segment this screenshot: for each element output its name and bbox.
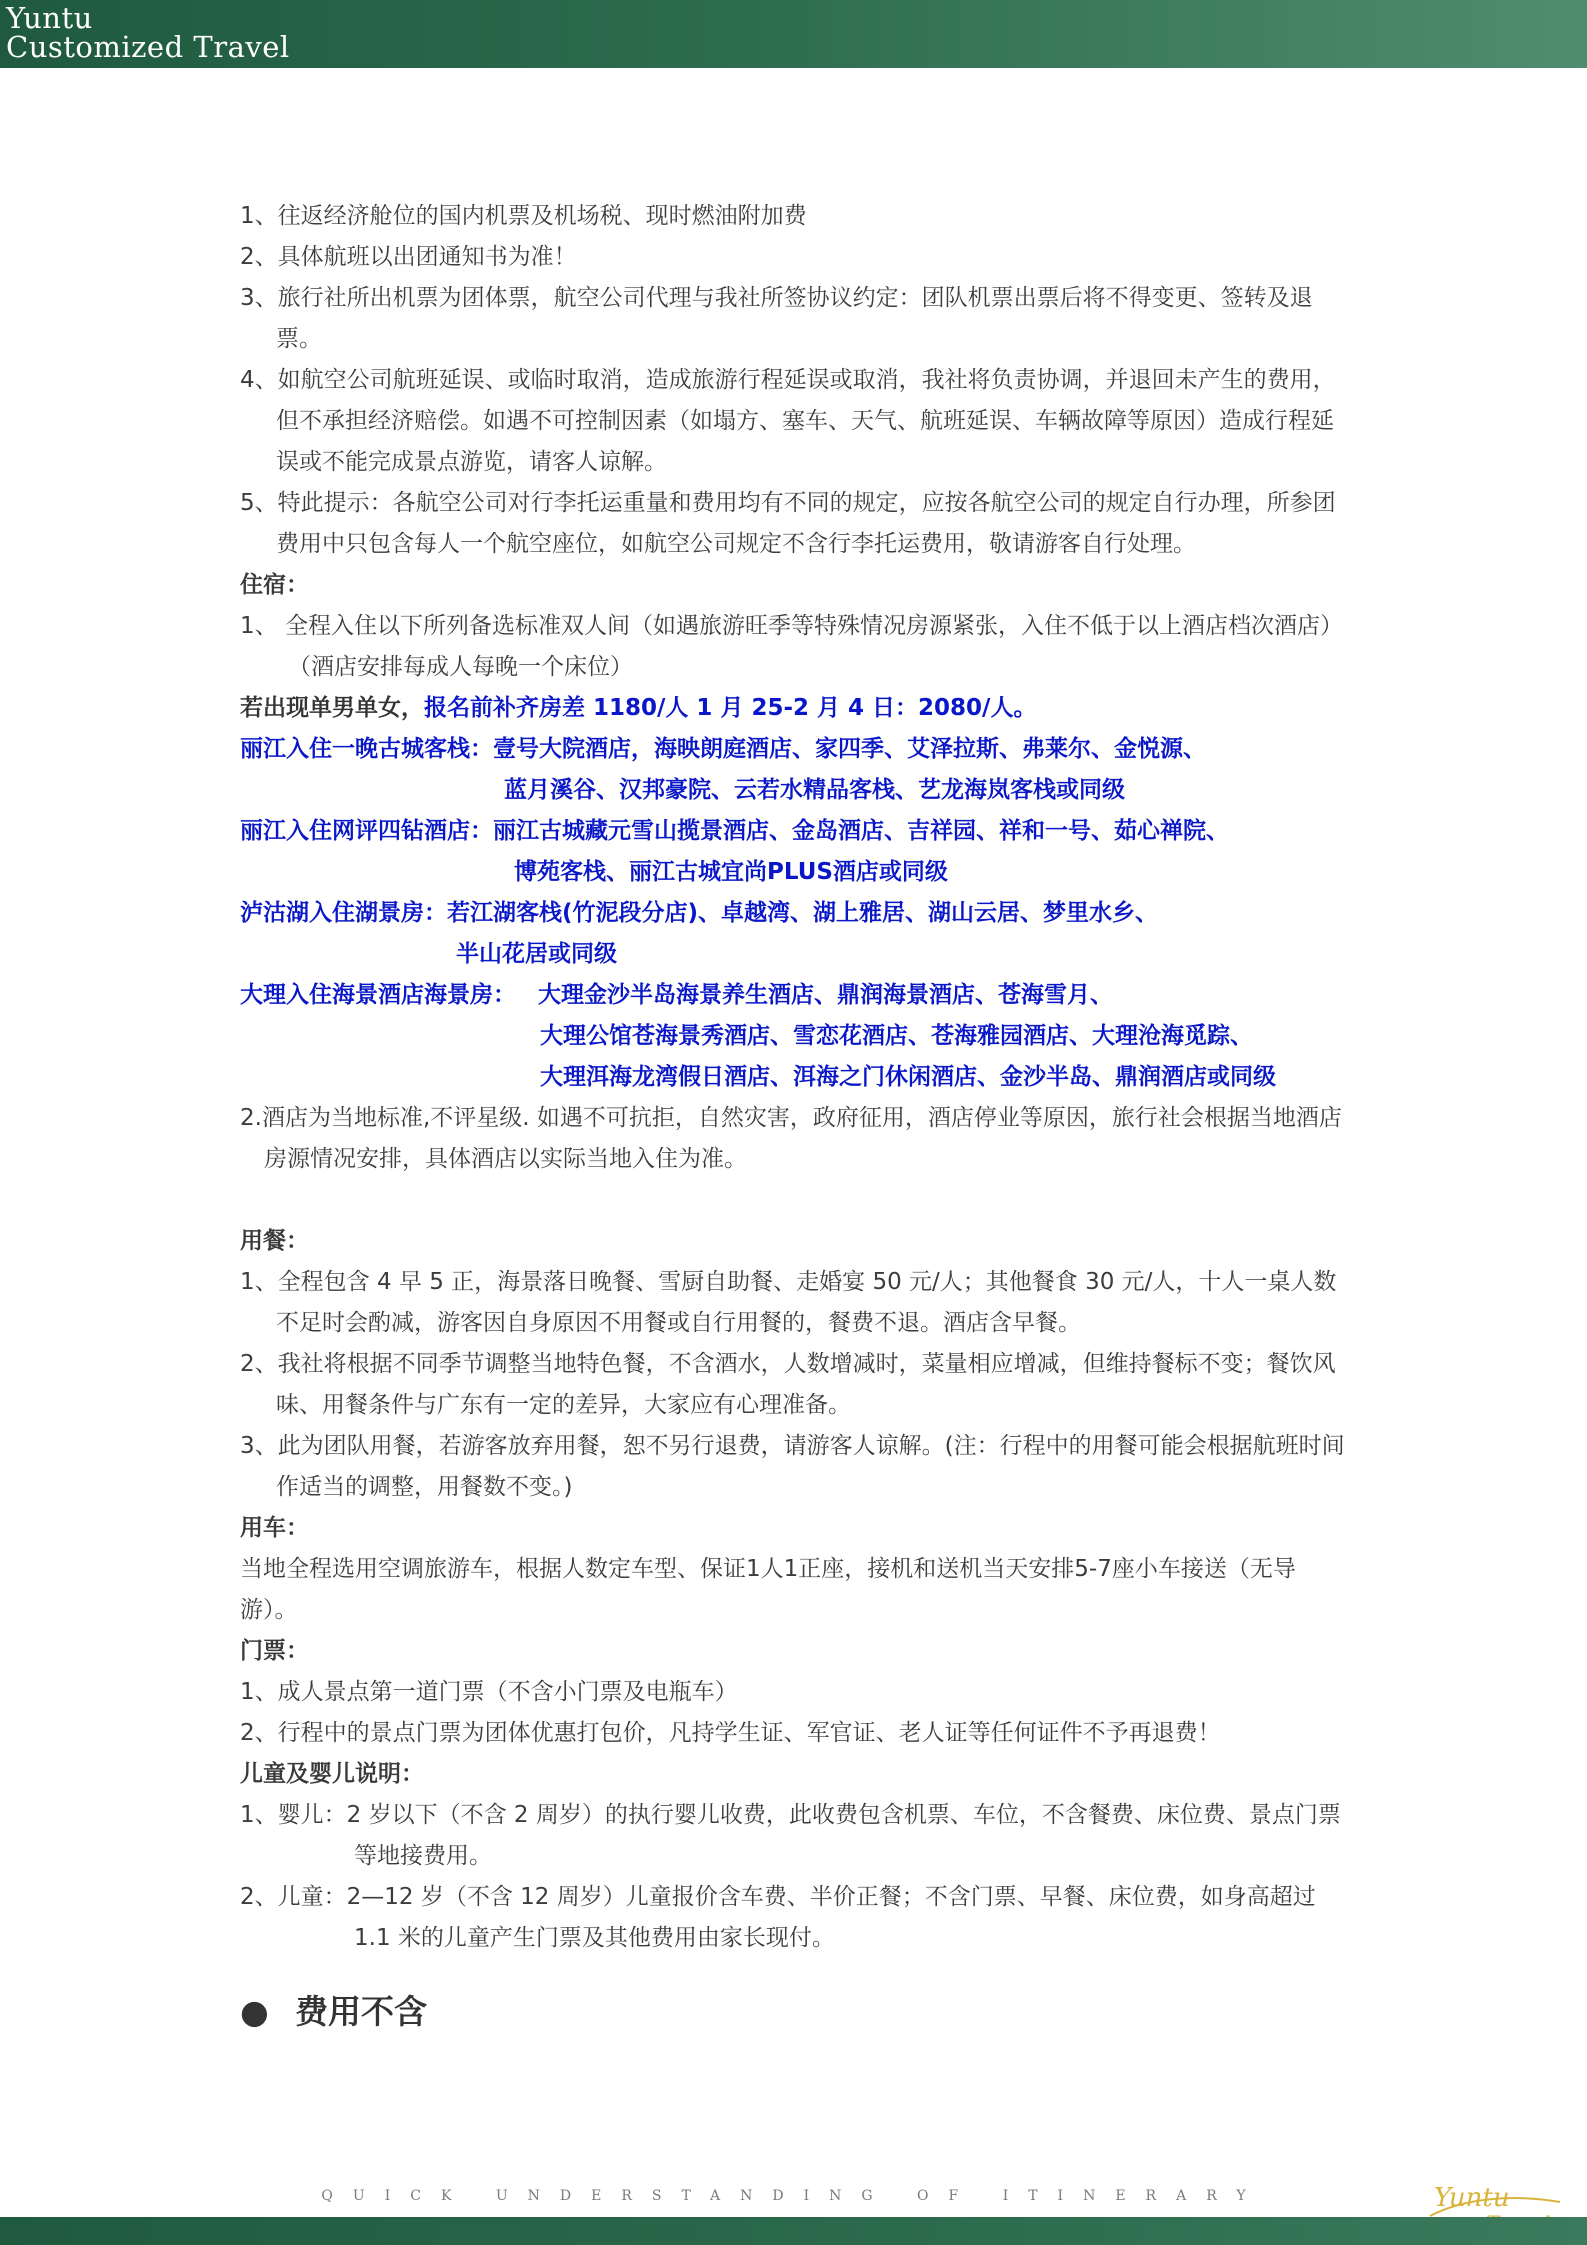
- meals-item-2: 2、我社将根据不同季节调整当地特色餐，不含酒水，人数增减时，菜量相应增减，但维持餐标不变；餐饮风味、用餐条件与广东有一定的差异，大家应有心理准备。: [240, 1351, 1336, 1418]
- lijiang-4-hotels-2: 博苑客栈、丽江古城宜尚PLUS酒店或同级: [514, 859, 948, 885]
- flight-item-3: 3、旅行社所出机票为团体票，航空公司代理与我社所签协议约定：团队机票出票后将不得变更、签转及退票。: [240, 285, 1313, 352]
- section-title-text: 费用不含: [295, 1992, 427, 2031]
- lodging-item-1: 1、 全程入住以下所列备选标准双人间（如遇旅游旺季等特殊情况房源紧张，入住不低于以上酒店档次酒店）（酒店安排每成人每晚一个床位）: [240, 613, 1343, 680]
- dali-hotels-2: 大理公馆苍海景秀酒店、雪恋花酒店、苍海雅园酒店、大理沧海觅踪、: [540, 1023, 1253, 1049]
- children-item-1: 1、婴儿：2 岁以下（不含 2 周岁）的执行婴儿收费，此收费包含机票、车位，不含餐费、床位费、景点门票等地接费用。: [240, 1802, 1341, 1869]
- lijiang-four-diamond-line1: [240, 811, 1352, 852]
- flight-item-5: 5、特此提示：各航空公司对行李托运重量和费用均有不同的规定，应按各航空公司的规定自行办理，所参团费用中只包含每人一个航空座位，如航空公司规定不含行李托运费用，敬请游客自行处理。: [240, 490, 1336, 557]
- lugu-lake-line1: [240, 893, 1352, 934]
- bullet-icon: ●: [240, 1992, 269, 2031]
- transport-text: 当地全程选用空调旅游车，根据人数定车型、保证1人1正座，接机和送机当天安排5-7座小车接送（无导游）。: [240, 1556, 1296, 1623]
- brand-line2: Customized Travel: [6, 30, 290, 64]
- lugu-hotels-2: 半山花居或同级: [456, 941, 617, 967]
- dali-hotels-3: 大理洱海龙湾假日酒店、洱海之门休闲酒店、金沙半岛、鼎润酒店或同级: [540, 1064, 1276, 1090]
- meals-heading: 用餐：: [240, 1228, 309, 1254]
- single-prefix: 若出现单男单女，: [240, 695, 424, 721]
- footer-bar: [0, 2217, 1587, 2245]
- tickets-item-2: 2、行程中的景点门票为团体优惠打包价，凡持学生证、军官证、老人证等任何证件不予再退费！: [240, 1720, 1221, 1746]
- dali-hotels-1: 大理金沙半岛海景养生酒店、鼎润海景酒店、苍海雪月、: [538, 982, 1113, 1008]
- document-body: [240, 196, 1352, 1959]
- tickets-item-1: 1、成人景点第一道门票（不含小门票及电瓶车）: [240, 1679, 738, 1705]
- lijiang-old-hotels-2: 蓝月溪谷、汉邦豪院、云若水精品客栈、艺龙海岚客栈或同级: [504, 777, 1125, 803]
- dali-label: 大理入住海景酒店海景房：: [240, 982, 516, 1008]
- lijiang-old-town-line1: [240, 729, 1352, 770]
- lugu-label: 泸沽湖入住湖景房：: [240, 900, 447, 926]
- footer-tagline: QUICK UNDERSTANDING OF ITINERARY: [321, 2188, 1266, 2204]
- brand-logo: [6, 1, 290, 64]
- tickets-heading: 门票：: [240, 1638, 309, 1664]
- lijiang-4-hotels-1: 丽江古城藏元雪山揽景酒店、金岛酒店、吉祥园、祥和一号、茹心禅院、: [493, 818, 1229, 844]
- meals-item-1: 1、全程包含 4 早 5 正，海景落日晚餐、雪厨自助餐、走婚宴 50 元/人；其他餐食 30 元/人，十人一桌人数不足时会酌减，游客因自身原因不用餐或自行用餐的，餐费不退。酒店含早餐。: [240, 1269, 1337, 1336]
- children-heading: 儿童及婴儿说明：: [240, 1761, 424, 1787]
- section-title: [240, 1986, 427, 2033]
- single-supplement: [240, 688, 1352, 729]
- lodging-item-2: 2.酒店为当地标准,不评星级. 如遇不可抗拒，自然灾害，政府征用，酒店停业等原因，旅行社会根据当地酒店房源情况安排，具体酒店以实际当地入住为准。: [240, 1105, 1342, 1172]
- lijiang-4-label: 丽江入住网评四钻酒店：: [240, 818, 493, 844]
- lijiang-old-hotels-1: 壹号大院酒店，海映朗庭酒店、家四季、艾泽拉斯、弗莱尔、金悦源、: [493, 736, 1206, 762]
- dali-line1: [240, 975, 1352, 1016]
- lugu-hotels-1: 若江湖客栈(竹泥段分店)、卓越湾、湖上雅居、湖山云居、梦里水乡、: [447, 900, 1159, 926]
- children-item-2: 2、儿童：2—12 岁（不含 12 周岁）儿童报价含车费、半价正餐；不含门票、早餐、床位费，如身高超过 1.1 米的儿童产生门票及其他费用由家长现付。: [240, 1884, 1316, 1951]
- brand-line1: Yuntu: [6, 1, 93, 35]
- lijiang-old-label: 丽江入住一晚古城客栈：: [240, 736, 493, 762]
- flight-item-4: 4、如航空公司航班延误、或临时取消，造成旅游行程延误或取消，我社将负责协调，并退回未产生的费用，但不承担经济赔偿。如遇不可控制因素（如塌方、塞车、天气、航班延误、车辆故障等原因）造成行程延误或不能完成景点游览，请客人谅解。: [240, 367, 1336, 475]
- logo-line1: Yuntu: [1434, 2183, 1510, 2213]
- meals-item-3: 3、此为团队用餐，若游客放弃用餐，恕不另行退费，请游客人谅解。(注：行程中的用餐可能会根据航班时间作适当的调整，用餐数不变。): [240, 1433, 1345, 1500]
- lodging-heading: 住宿：: [240, 572, 309, 598]
- single-rest: 报名前补齐房差 1180/人 1 月 25-2 月 4 日：2080/人。: [424, 695, 1037, 721]
- flight-item-1: 1、往返经济舱位的国内机票及机场税、现时燃油附加费: [240, 203, 807, 229]
- header-bar: [0, 0, 1587, 68]
- flight-item-2: 2、具体航班以出团通知书为准！: [240, 244, 577, 270]
- transport-heading: 用车：: [240, 1515, 309, 1541]
